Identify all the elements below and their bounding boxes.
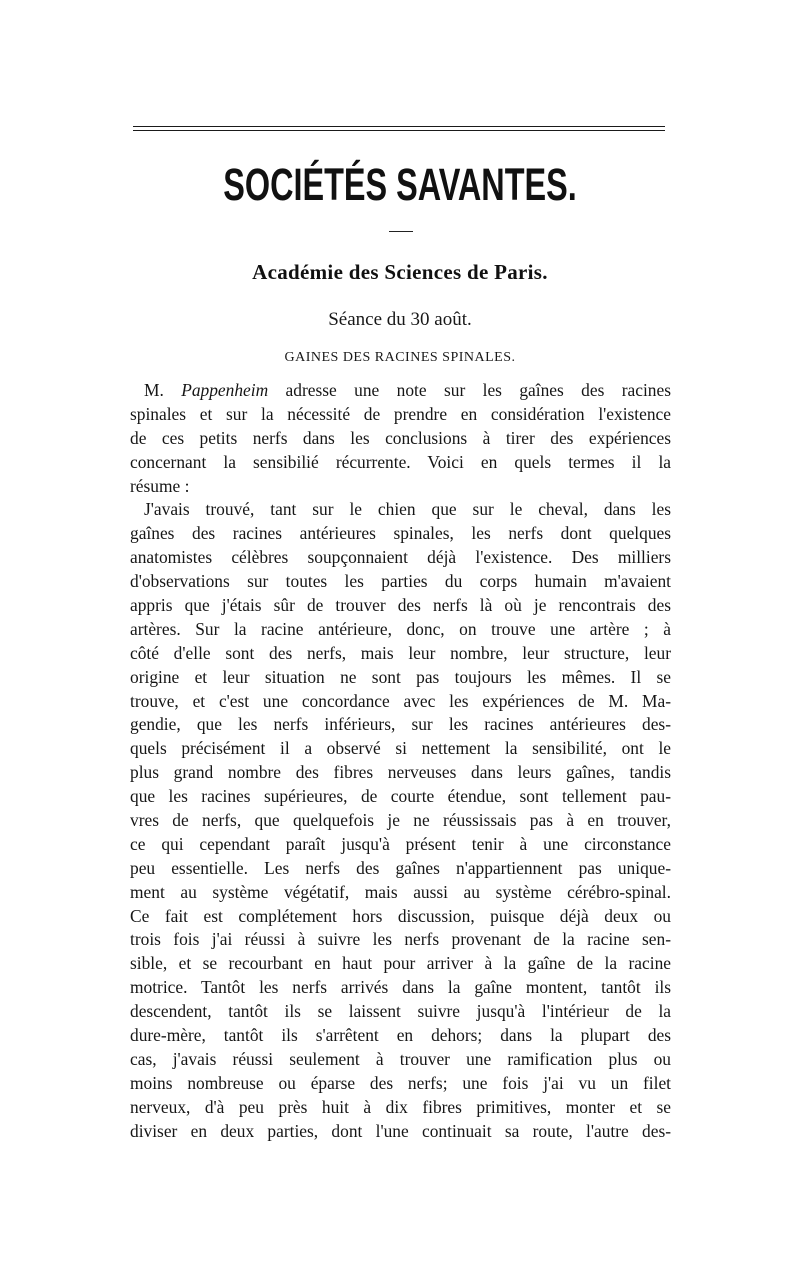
text-line: cas, j'avais réussi seulement à trouver une ramification plus ou: [130, 1048, 671, 1069]
text-line: peu essentielle. Les nerfs des gaînes n'appartiennent pas unique-: [130, 857, 671, 878]
text-line: ment au système végétatif, mais aussi au système cérébro-spinal.: [130, 881, 671, 902]
text-line: diviser en deux parties, dont l'une continuait sa route, l'autre des-: [130, 1120, 671, 1141]
text-line: plus grand nombre des fibres nerveuses dans leurs gaînes, tandis: [130, 762, 671, 783]
top-double-rule: [133, 126, 665, 127]
session-date: Séance du 30 août.: [328, 309, 472, 330]
text-line: vres de nerfs, que quelquefois je ne réussissais pas à en trouver,: [130, 810, 671, 831]
text-line: ce qui cependant paraît jusqu'à présent tenir à une circonstance: [130, 833, 671, 854]
text-line: appris que j'étais sûr de trouver des nerfs là où je rencontrais des: [130, 595, 671, 616]
text-line: artères. Sur la racine antérieure, donc, on trouve une artère ; à: [130, 618, 671, 639]
text-line: anatomistes célèbres soupçonnaient déjà l'existence. Des milliers: [130, 547, 671, 568]
text-line-content: adresse une note sur les gaînes des racines: [268, 380, 671, 400]
text-line: origine et leur situation ne sont pas toujours les mêmes. Il se: [130, 666, 671, 687]
text-line: motrice. Tantôt les nerfs arrivés dans la gaîne montent, tantôt ils: [130, 977, 671, 998]
text-line: concernant la sensibilié récurrente. Voici en quels termes il la: [130, 451, 671, 472]
text-line: trois fois j'ai réussi à suivre les nerfs provenant de la racine sen-: [130, 929, 671, 950]
author-name: Pappenheim: [181, 380, 269, 400]
heading-divider: [389, 231, 413, 232]
text-line: J'avais trouvé, tant sur le chien que sur le cheval, dans les: [144, 499, 671, 520]
text-line: gaînes des racines antérieures spinales, les nerfs dont quelques: [130, 523, 671, 544]
text-line: sible, et se recourbant en haut pour arriver à la gaîne de la racine: [130, 953, 671, 974]
text-line: côté d'elle sont des nerfs, mais leur nombre, leur structure, leur: [130, 642, 671, 663]
text-line: trouve, et c'est une concordance avec les expériences de M. Ma-: [130, 690, 671, 711]
text-line: spinales et sur la nécessité de prendre en considération l'existence: [130, 403, 671, 424]
text-line: d'observations sur toutes les parties du corps humain m'avaient: [130, 571, 671, 592]
text-line: Ce fait est complétement hors discussion, puisque déjà deux ou: [130, 905, 671, 926]
section-title: GAINES DES RACINES SPINALES.: [284, 350, 516, 365]
author-prefix: M.: [144, 380, 164, 400]
text-line: quels précisément il a observé si nettement la sensibilité, ont le: [130, 738, 671, 759]
text-line: résume :: [130, 475, 190, 496]
academy-subheading: Académie des Sciences de Paris.: [252, 260, 548, 284]
text-line: descendent, tantôt ils se laissent suivre jusqu'à l'intérieur de la: [130, 1001, 671, 1022]
text-line: nerveux, d'à peu près huit à dix fibres primitives, monter et se: [130, 1096, 671, 1117]
top-double-rule-inner: [133, 130, 665, 131]
text-line: moins nombreuse ou éparse des nerfs; une fois j'ai vu un filet: [130, 1072, 671, 1093]
article-body: [130, 379, 671, 1144]
text-line: de ces petits nerfs dans les conclusions à tirer des expériences: [130, 427, 671, 448]
text-line: [130, 379, 671, 403]
text-line: dure-mère, tantôt ils s'arrêtent en dehors; dans la plupart des: [130, 1025, 671, 1046]
text-line: gendie, que les nerfs inférieurs, sur les racines antérieures des-: [130, 714, 671, 735]
page-heading: SOCIÉTÉS SAVANTES.: [223, 159, 577, 210]
text-line: que les racines supérieures, de courte étendue, sont tellement pau-: [130, 786, 671, 807]
